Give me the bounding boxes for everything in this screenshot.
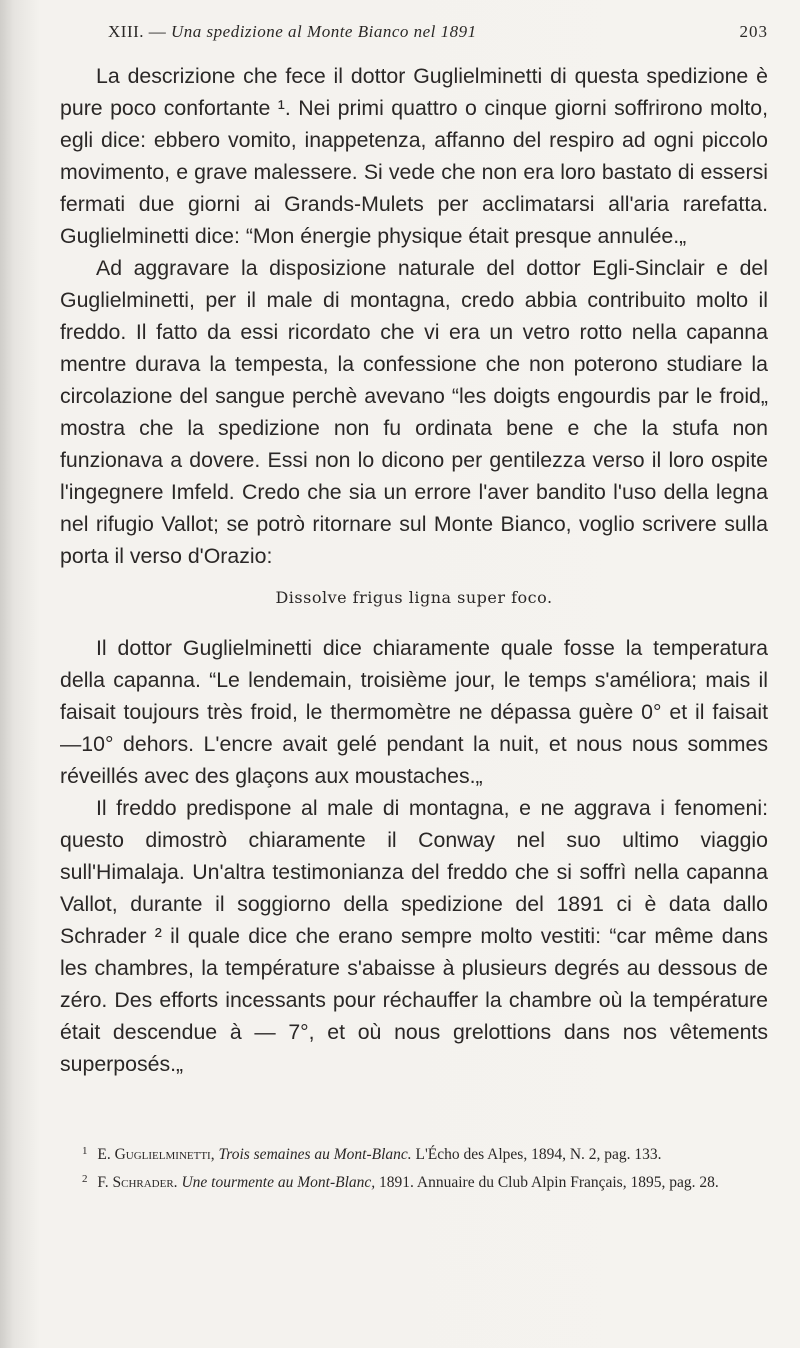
running-header — [108, 22, 768, 46]
footnote-number: 2 — [82, 1173, 88, 1185]
latin-quote: Dissolve frigus ligna super foco. — [275, 588, 553, 607]
paragraph-4: Il freddo predispone al male di montagna, e ne aggrava i fenomeni: questo dimostrò chiaramente il Conway nel suo ultimo viaggio sull'Himalaja. Un'altra testimonianza del freddo che si soffrì nella capanna Vallot, durante il soggiorno della spedizione del 1891 ci è data dallo Schrader ² il quale dice che erano sempre molto vestiti: “car même dans les chambres, la température s'abaisse à plusieurs degrés au dessous de zéro. Des efforts incessants pour réchauffer la chambre où la température était descendue à — 7°, et où nous grelottions dans nos vêtements superposés.„ — [60, 796, 768, 1076]
chapter-header — [108, 22, 477, 42]
footnote-number: 1 — [82, 1145, 88, 1157]
footnote-work: Une tourmente au Mont-Blanc, — [181, 1174, 376, 1191]
main-text — [60, 60, 768, 1080]
paragraph-1: La descrizione che fece il dottor Guglielminetti di questa spedizione è pure poco confortante ¹. Nei primi quattro o cinque giorni soffrirono molto, egli dice: ebbero vomito, inappetenza, affanno del respiro ad ogni piccolo movimento, e grave malessere. Si vede che non era loro bastato di essersi fermati due giorni ai Grands-Mulets per acclimatarsi all'aria rarefatta. Guglielminetti dice: “Mon énergie physique était presque annulée.„ — [60, 64, 768, 248]
footnotes — [60, 1140, 768, 1196]
page-number: 203 — [739, 22, 768, 41]
footnote-2 — [60, 1168, 768, 1194]
footnote-author: F. Schrader. — [97, 1174, 178, 1191]
paragraph-3: Il dottor Guglielminetti dice chiaramente quale fosse la temperatura della capanna. “Le lendemain, troisième jour, le temps s'améliora; mais il faisait toujours très froid, le thermomètre ne dépassa guère 0° et il faisait —10° dehors. L'encre avait gelé pendant la nuit, et nous nous sommes réveillés avec des glaçons aux moustaches.„ — [60, 636, 768, 788]
footnote-work: Trois semaines au Mont-Blanc. — [218, 1146, 412, 1163]
chapter-number: XIII. — — [108, 22, 167, 41]
paragraph-2: Ad aggravare la disposizione naturale del dottor Egli-Sinclair e del Guglielminetti, per il male di montagna, credo abbia contribuito molto il freddo. Il fatto da essi ricordato che vi era un vetro rotto nella capanna mentre durava la tempesta, la confessione che non poterono studiare la circolazione del sangue perchè avevano “les doigts engourdis par le froid„ mostra che la spedizione non fu ordinata bene e che la stufa non funzionava a dovere. Essi non lo dicono per gentilezza verso il loro ospite l'ingegnere Imfeld. Credo che sia un errore l'aver bandito l'uso della legna nel rifugio Vallot; se potrò ritornare sul Monte Bianco, voglio scrivere sulla porta il verso d'Orazio: — [60, 256, 768, 568]
footnote-1 — [60, 1140, 768, 1166]
chapter-title: Una spedizione al Monte Bianco nel 1891 — [171, 22, 477, 41]
footnote-author: E. Guglielminetti, — [97, 1146, 215, 1163]
footnote-source: L'Écho des Alpes, 1894, N. 2, pag. 133. — [415, 1146, 662, 1163]
footnote-source: 1891. Annuaire du Club Alpin Français, 1895, pag. 28. — [379, 1174, 719, 1191]
